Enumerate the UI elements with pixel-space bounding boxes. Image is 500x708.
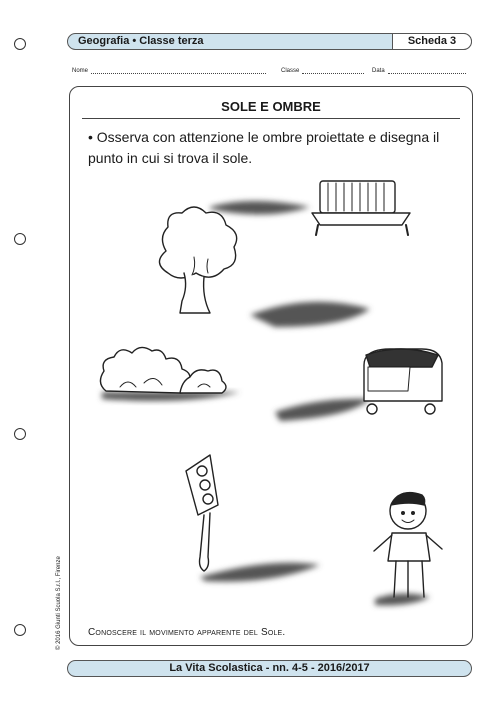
binder-hole: [14, 428, 26, 440]
instruction-text: • Osserva con attenzione le ombre proiettate e disegna il punto in cui si trova il sole.: [88, 129, 440, 166]
class-field[interactable]: [281, 68, 364, 74]
learning-objective: Conoscere il movimento apparente del Sole.: [88, 627, 286, 638]
date-label: Data: [372, 68, 385, 74]
sheet-tab: Scheda 3: [392, 33, 472, 50]
worksheet-frame: [69, 86, 473, 646]
footer-bar: La Vita Scolastica - nn. 4-5 - 2016/2017: [67, 660, 472, 677]
bench-illustration: [210, 181, 410, 235]
dumpster-shadow: [275, 399, 370, 421]
binder-hole: [14, 624, 26, 636]
binder-hole: [14, 38, 26, 50]
bench-shadow: [210, 201, 310, 215]
binder-hole: [14, 233, 26, 245]
name-label: Nome: [72, 68, 89, 74]
bush-illustration: [100, 347, 240, 400]
boy-illustration: [374, 493, 442, 606]
class-label: Classe: [281, 68, 300, 74]
tree-shadow: [250, 302, 370, 327]
traffic-light-shadow: [200, 563, 320, 582]
boy-shadow: [375, 593, 430, 605]
subject-label: Geografia • Classe terza: [78, 35, 204, 47]
name-field[interactable]: [72, 68, 266, 74]
dumpster-illustration: [275, 349, 442, 421]
copyright-notice: © 2016 Giunti Scuola S.r.l., Firenze: [56, 556, 62, 650]
worksheet-title: SOLE E OMBRE: [221, 99, 321, 114]
date-field[interactable]: [372, 68, 466, 74]
header-bar: [67, 33, 472, 50]
traffic-light-illustration: [186, 455, 320, 582]
shadow-scene: [70, 87, 474, 647]
